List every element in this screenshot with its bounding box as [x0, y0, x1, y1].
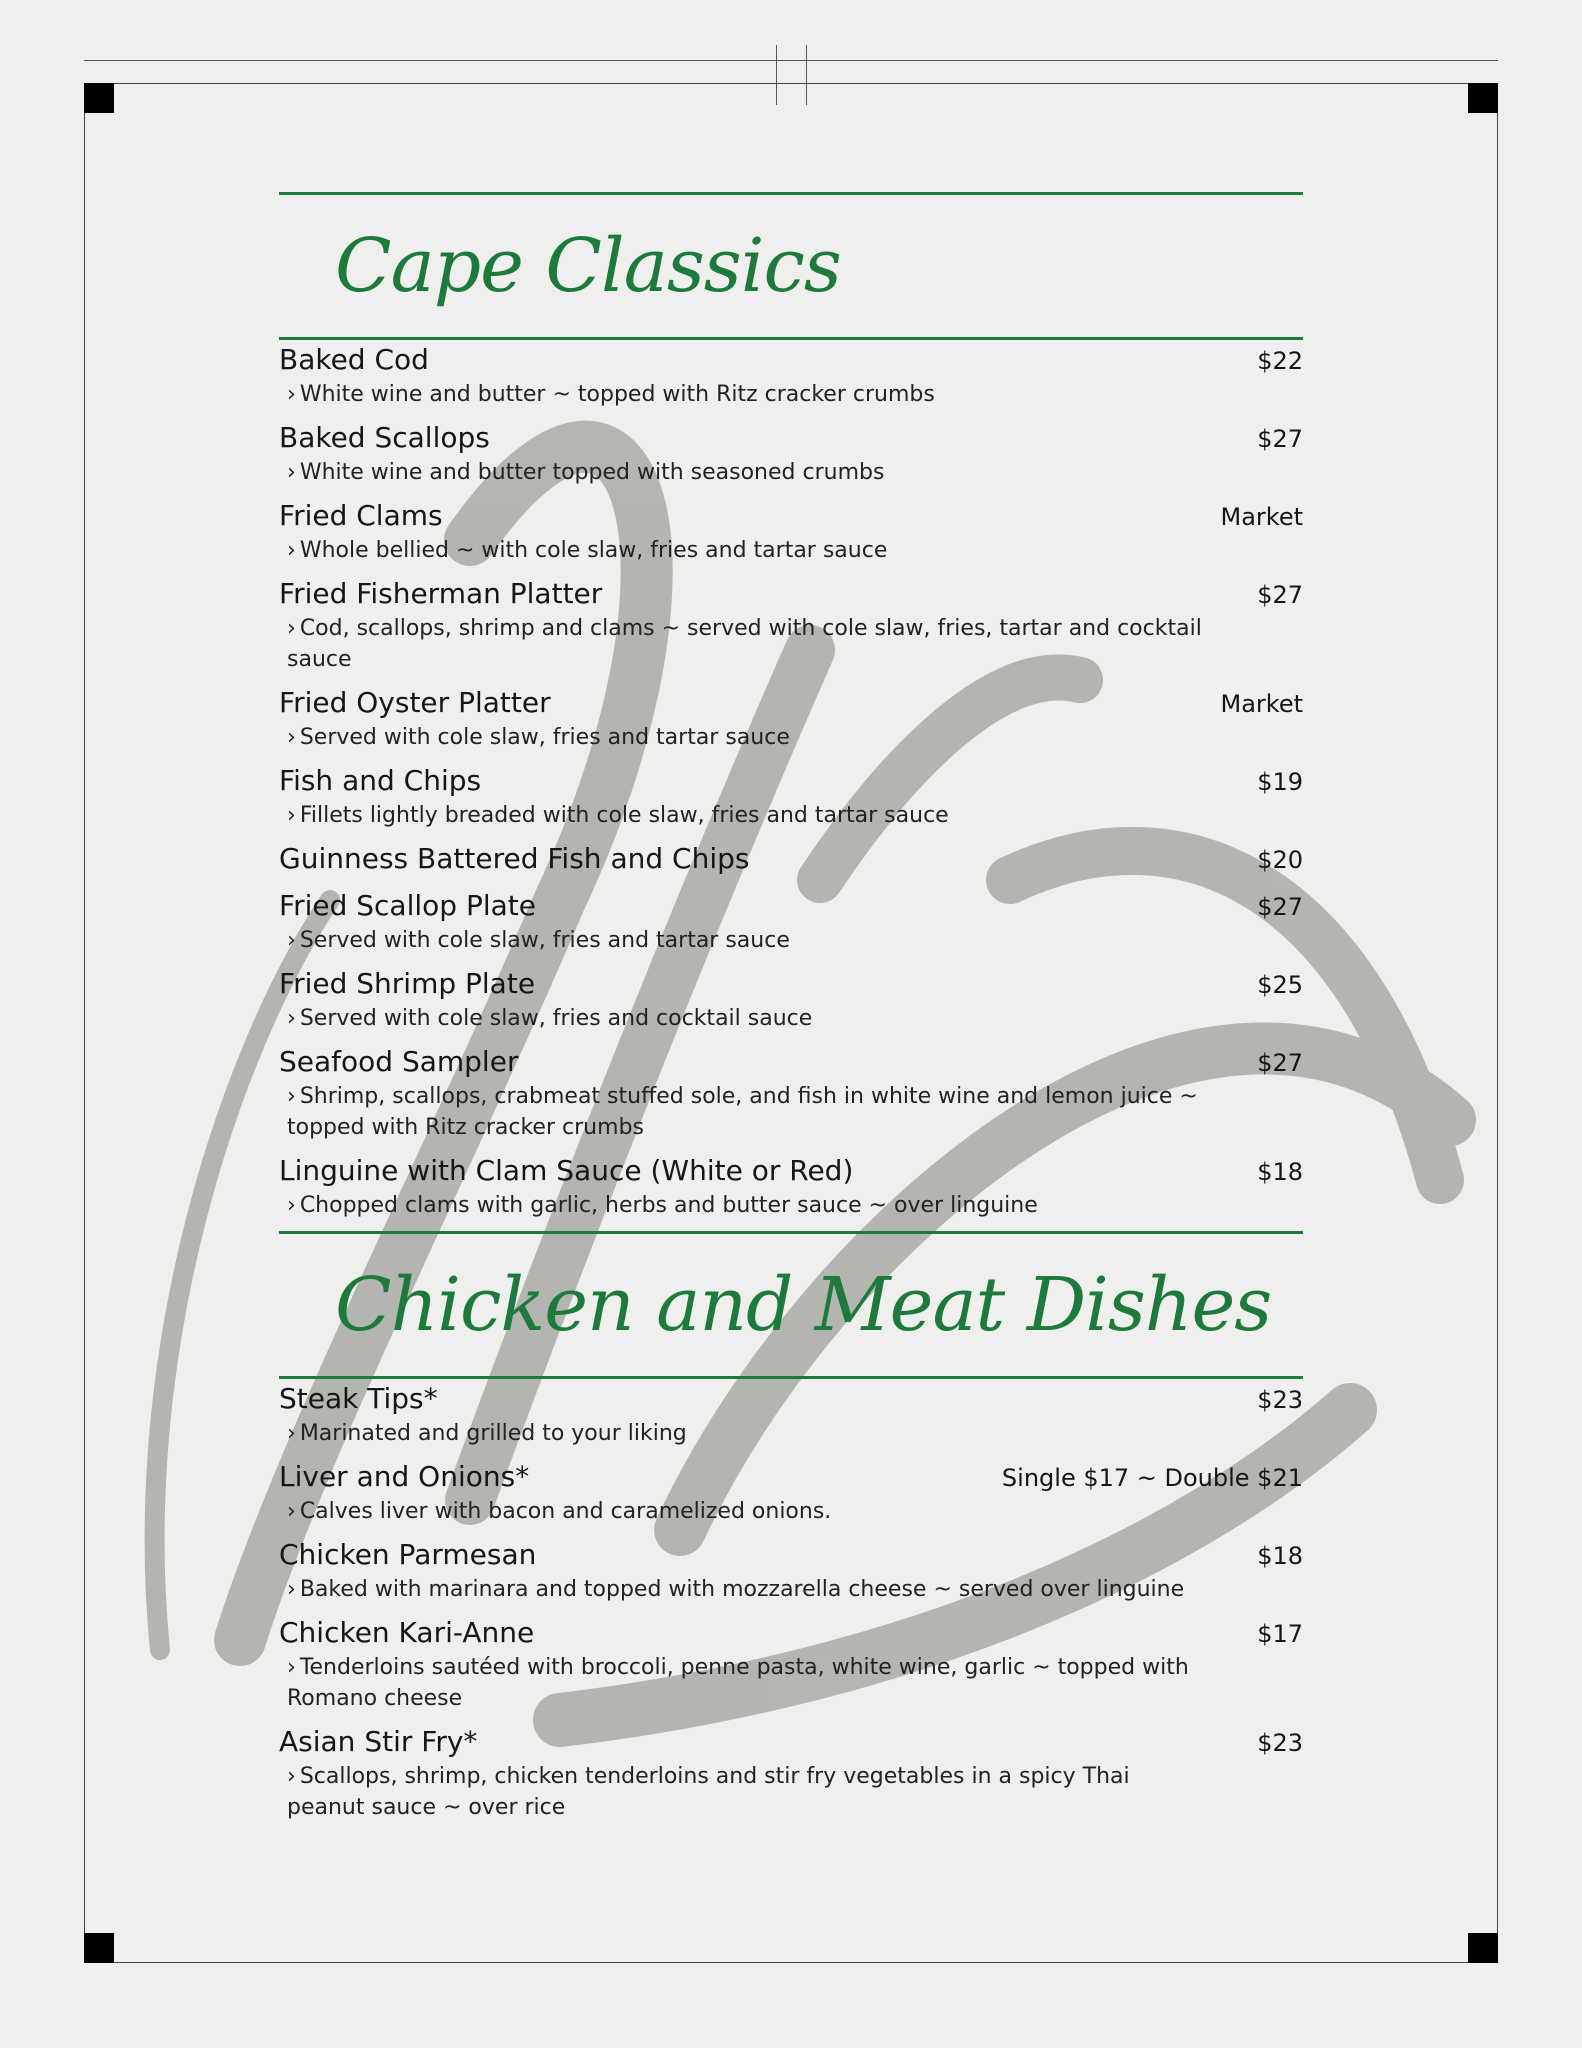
menu-item: [279, 841, 1303, 878]
menu-item: [279, 420, 1303, 488]
menu-item: [279, 498, 1303, 566]
item-description: › Baked with marinara and topped with mozzarella cheese ~ served over linguine: [287, 1577, 1185, 1602]
chevron-right-icon: ›: [287, 1577, 296, 1602]
item-name: Fried Scallop Plate: [279, 889, 536, 922]
item-price: $27: [1257, 1049, 1303, 1077]
section-title: Chicken and Meat Dishes: [335, 1262, 1272, 1348]
item-name: Fried Clams: [279, 499, 443, 532]
item-price: $19: [1257, 768, 1303, 796]
item-description: › Tenderloins sautéed with broccoli, penne pasta, white wine, garlic ~ topped with Romano cheese: [287, 1655, 1189, 1711]
chevron-right-icon: ›: [287, 616, 296, 641]
menu-item: [279, 1044, 1303, 1143]
item-price: $20: [1257, 846, 1303, 874]
item-price: $25: [1257, 971, 1303, 999]
item-description: › White wine and butter ~ topped with Ritz cracker crumbs: [287, 382, 935, 407]
menu-item: [279, 1615, 1303, 1714]
chevron-right-icon: ›: [287, 725, 296, 750]
item-price: $23: [1257, 1729, 1303, 1757]
item-description: › Calves liver with bacon and caramelized onions.: [287, 1499, 832, 1524]
chevron-right-icon: ›: [287, 1655, 296, 1680]
menu-item-list: [279, 1379, 1303, 1823]
chevron-right-icon: ›: [287, 803, 296, 828]
item-name: Fried Fisherman Platter: [279, 577, 603, 610]
chevron-right-icon: ›: [287, 928, 296, 953]
item-description: › Served with cole slaw, fries and tartar sauce: [287, 928, 790, 953]
item-name: Baked Scallops: [279, 421, 490, 454]
item-name: Liver and Onions*: [279, 1460, 530, 1493]
chevron-right-icon: ›: [287, 1421, 296, 1446]
item-name: Fried Shrimp Plate: [279, 967, 536, 1000]
chevron-right-icon: ›: [287, 1193, 296, 1218]
chevron-right-icon: ›: [287, 538, 296, 563]
item-description: › Shrimp, scallops, crabmeat stuffed sole, and fish in white wine and lemon juice ~ topped with Ritz cracker crumbs: [287, 1084, 1198, 1140]
item-price: $27: [1257, 425, 1303, 453]
item-price: Market: [1220, 503, 1303, 531]
item-price: Single $17 ~ Double $21: [1001, 1464, 1303, 1492]
item-description: › Marinated and grilled to your liking: [287, 1421, 687, 1446]
item-name: Asian Stir Fry*: [279, 1725, 478, 1758]
item-price: $27: [1257, 581, 1303, 609]
item-name: Steak Tips*: [279, 1382, 438, 1415]
item-name: Linguine with Clam Sauce (White or Red): [279, 1154, 854, 1187]
item-price: $23: [1257, 1386, 1303, 1414]
chevron-right-icon: ›: [287, 1006, 296, 1031]
item-name: Baked Cod: [279, 343, 429, 376]
item-price: $18: [1257, 1542, 1303, 1570]
menu-item: [279, 685, 1303, 753]
item-description: › Scallops, shrimp, chicken tenderloins and stir fry vegetables in a spicy Thai peanut sauce ~ over rice: [287, 1764, 1130, 1820]
item-price: $18: [1257, 1158, 1303, 1186]
menu-item: [279, 1153, 1303, 1221]
item-name: Chicken Kari-Anne: [279, 1616, 535, 1649]
section-title: Cape Classics: [335, 223, 841, 309]
item-price: $17: [1257, 1620, 1303, 1648]
menu-item: [279, 1537, 1303, 1605]
menu-item: [279, 1724, 1303, 1823]
item-name: Fried Oyster Platter: [279, 686, 551, 719]
menu-item: [279, 966, 1303, 1034]
item-name: Seafood Sampler: [279, 1045, 519, 1078]
item-description: › Fillets lightly breaded with cole slaw, fries and tartar sauce: [287, 803, 949, 828]
menu-item: [279, 1381, 1303, 1449]
item-description: › Whole bellied ~ with cole slaw, fries and tartar sauce: [287, 538, 888, 563]
item-name: Guinness Battered Fish and Chips: [279, 842, 750, 875]
item-description: › Served with cole slaw, fries and tartar sauce: [287, 725, 790, 750]
menu-item-list: [279, 340, 1303, 1221]
chevron-right-icon: ›: [287, 460, 296, 485]
menu-item: [279, 888, 1303, 956]
item-price: $27: [1257, 893, 1303, 921]
item-description: › Cod, scallops, shrimp and clams ~ served with cole slaw, fries, tartar and cocktail sauce: [287, 616, 1202, 672]
section-chicken-and-meat: [279, 1231, 1303, 1823]
item-description: › Served with cole slaw, fries and cocktail sauce: [287, 1006, 813, 1031]
chevron-right-icon: ›: [287, 1764, 296, 1789]
menu-item: [279, 1459, 1303, 1527]
item-price: Market: [1220, 690, 1303, 718]
item-name: Chicken Parmesan: [279, 1538, 537, 1571]
menu-content: [279, 192, 1303, 1833]
item-description: › Chopped clams with garlic, herbs and butter sauce ~ over linguine: [287, 1193, 1038, 1218]
item-description: › White wine and butter topped with seasoned crumbs: [287, 460, 885, 485]
menu-item: [279, 342, 1303, 410]
section-cape-classics: [279, 192, 1303, 1221]
menu-item: [279, 763, 1303, 831]
chevron-right-icon: ›: [287, 1499, 296, 1524]
chevron-right-icon: ›: [287, 1084, 296, 1109]
menu-item: [279, 576, 1303, 675]
chevron-right-icon: ›: [287, 382, 296, 407]
item-name: Fish and Chips: [279, 764, 482, 797]
item-price: $22: [1257, 347, 1303, 375]
